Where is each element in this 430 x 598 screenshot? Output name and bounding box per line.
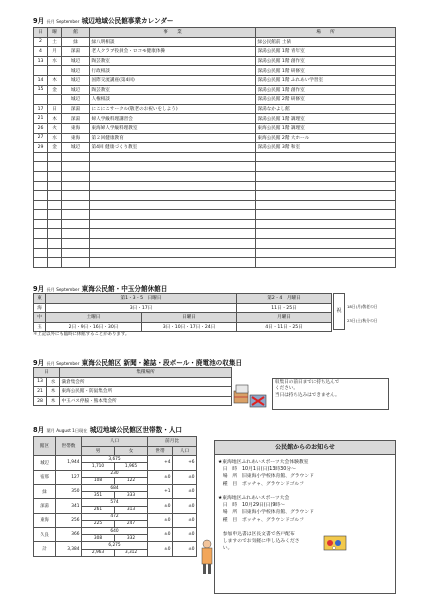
- calendar-cell: [34, 66, 48, 76]
- calendar-cell: 深湯: [62, 114, 90, 124]
- calendar-cell: 13: [34, 56, 48, 66]
- pop-diff-pop: ±0: [173, 499, 197, 513]
- garbage-header-day: 日: [34, 368, 60, 378]
- calendar-cell: 緑八明相談: [90, 37, 256, 47]
- calendar-cell: [48, 162, 62, 172]
- calendar-row: [34, 66, 396, 76]
- calendar-cell: [62, 200, 90, 210]
- calendar-row: [34, 85, 396, 95]
- info-line: 参加申込書は区長文書で各戸配布: [218, 531, 295, 537]
- closed-top-value-2: 11日・25日: [237, 303, 332, 313]
- calendar-cell: [48, 181, 62, 191]
- calendar-cell: [90, 248, 256, 258]
- calendar-cell: 東海婦人学級料理教室: [90, 123, 256, 133]
- calendar-cell: [48, 191, 62, 201]
- calendar-row: [34, 152, 396, 162]
- calendar-cell: [256, 191, 396, 201]
- calendar-cell: 深湯公民館 1階 調理室: [256, 114, 396, 124]
- garbage-cell: 満倉集会所: [60, 377, 232, 387]
- calendar-cell: [48, 66, 62, 76]
- calendar-cell: [90, 152, 256, 162]
- calendar-row: [34, 123, 396, 133]
- pop-header-population: 人口: [82, 437, 148, 447]
- pop-header-diff: 前月比: [148, 437, 197, 447]
- calendar-cell: 金: [48, 143, 62, 153]
- info-line: しますのでお気軽に申し込みくださ: [218, 539, 300, 545]
- calendar-cell: 木: [48, 75, 62, 85]
- calendar-cell: [34, 171, 48, 181]
- calendar-cell: 29: [34, 143, 48, 153]
- pop-area: 緑: [34, 484, 56, 498]
- garbage-cell: 中玉バス停脇・熊本集会所: [60, 396, 232, 406]
- calendar-cell: [62, 152, 90, 162]
- closed-title: 9月 長月 September 東海公民館・中玉分館休館日: [33, 285, 168, 293]
- calendar-cell: [48, 210, 62, 220]
- calendar-cell: [62, 248, 90, 258]
- calendar-cell: [48, 229, 62, 239]
- garbage-cell: 東海公民館・防鼠集会所: [60, 387, 232, 397]
- calendar-cell: 21: [34, 114, 48, 124]
- calendar-row: [34, 191, 396, 201]
- calendar-cell: 城辺: [62, 56, 90, 66]
- closed-row-label: 海: [34, 303, 46, 313]
- calendar-cell: 陶芸教室: [90, 56, 256, 66]
- garbage-row: [34, 396, 232, 406]
- pop-area: 深湯: [34, 499, 56, 513]
- calendar-row: [34, 248, 396, 258]
- calendar-cell: [90, 229, 256, 239]
- pop-total: 472: [82, 513, 148, 520]
- calendar-cell: [48, 258, 62, 268]
- calendar-row: [34, 200, 396, 210]
- calendar-row: [34, 47, 396, 57]
- calendar-cell: 深湯なかよし館: [256, 104, 396, 114]
- pop-area: 宿那: [34, 470, 56, 484]
- pop-male: 225: [82, 520, 115, 527]
- calendar-row: [34, 171, 396, 181]
- calendar-row: [34, 162, 396, 172]
- calendar-cell: [256, 171, 396, 181]
- calendar-row: [34, 219, 396, 229]
- calendar-cell: [62, 162, 90, 172]
- population-row: [34, 456, 197, 463]
- garbage-header-place: 集積場所: [60, 368, 232, 378]
- calendar-cell: 深湯公民館 2階 研修室: [256, 95, 396, 105]
- calendar-header-cell: 場 所: [256, 28, 396, 38]
- garbage-note-3: 当日は持ち込みはできません。: [275, 392, 340, 398]
- holiday-note-1: 18日(月)敬老の日: [347, 304, 378, 309]
- recycling-illustration: [232, 377, 270, 413]
- calendar-cell: [34, 162, 48, 172]
- calendar-cell: 深湯: [62, 47, 90, 57]
- pop-total: 230: [82, 470, 148, 477]
- calendar-cell: [34, 200, 48, 210]
- calendar-cell: 金: [48, 85, 62, 95]
- calendar-row: [34, 143, 396, 153]
- calendar-cell: 東海公民館 2階 大ホール: [256, 133, 396, 143]
- calendar-cell: [34, 181, 48, 191]
- pop-area: 計: [34, 542, 56, 556]
- calendar-row: [34, 258, 396, 268]
- info-line: い。: [218, 546, 233, 552]
- calendar-cell: 14: [34, 75, 48, 85]
- calendar-cell: [34, 210, 48, 220]
- pop-header-households: 世帯数: [56, 437, 82, 456]
- pop-female: 313: [115, 506, 148, 513]
- info-line: ★東海地区ふれあいスポーツ大会体験教室: [218, 460, 309, 465]
- calendar-cell: [62, 181, 90, 191]
- pop-male: 351: [82, 492, 115, 499]
- calendar-cell: 緑公民館前 土俵: [256, 37, 396, 47]
- garbage-cell: 21: [34, 387, 47, 397]
- holiday-box: 祝: [333, 293, 345, 330]
- pop-male: 261: [82, 506, 115, 513]
- calendar-cell: 深湯: [62, 104, 90, 114]
- calendar-cell: 城辺: [62, 143, 90, 153]
- closed-bot-header-1: 土曜日: [46, 313, 142, 323]
- pop-female: 122: [115, 477, 148, 484]
- garbage-cell: 木: [47, 396, 60, 406]
- info-line: 種 目 ボッチャ、グラウンドゴルフ: [218, 517, 305, 523]
- calendar-cell: [62, 239, 90, 249]
- pop-female: 1,965: [115, 463, 148, 470]
- pop-households: 256: [56, 513, 82, 527]
- closed-footnote: ＊上記以外にも臨時に休館することがあります。: [33, 332, 130, 337]
- calendar-row: [34, 210, 396, 220]
- pop-total: 684: [82, 484, 148, 491]
- calendar-cell: [256, 181, 396, 191]
- calendar-cell: 国際交流講座(第4回): [90, 75, 256, 85]
- calendar-cell: 陶芸教室: [90, 85, 256, 95]
- pop-area: 久良: [34, 528, 56, 542]
- boccia-illustration: [320, 532, 350, 556]
- closed-bot-header-3: 月曜日: [237, 313, 332, 323]
- calendar-cell: 17: [34, 104, 48, 114]
- calendar-cell: [256, 229, 396, 239]
- pop-female: 333: [115, 492, 148, 499]
- garbage-table: [33, 367, 232, 406]
- closed-top-header-1: 第1・3・5 日曜日: [46, 294, 237, 304]
- calendar-cell: 深湯公民館 3階 和室: [256, 143, 396, 153]
- calendar-cell: 人権相談: [90, 95, 256, 105]
- info-line: ★東海地区ふれあいスポーツ大会: [218, 495, 290, 501]
- calendar-cell: [48, 219, 62, 229]
- calendar-cell: [34, 248, 48, 258]
- pop-male: 2,963: [82, 549, 115, 556]
- garbage-cell: 28: [34, 396, 47, 406]
- calendar-cell: 婦人学級料理講習会: [90, 114, 256, 124]
- calendar-cell: [34, 258, 48, 268]
- calendar-cell: 日: [48, 104, 62, 114]
- pop-header-diff-house: 世帯: [148, 446, 173, 456]
- calendar-cell: [62, 191, 90, 201]
- calendar-cell: [256, 210, 396, 220]
- calendar-cell: 第２回健康教育: [90, 133, 256, 143]
- calendar-cell: [62, 219, 90, 229]
- calendar-cell: [34, 191, 48, 201]
- calendar-cell: [48, 171, 62, 181]
- calendar-cell: [90, 171, 256, 181]
- calendar-cell: 火: [48, 123, 62, 133]
- pop-header-female: 女: [115, 446, 148, 456]
- info-line: 場 所 旧東海小学校体育館、グラウンド: [218, 510, 314, 516]
- calendar-row: [34, 114, 396, 124]
- calendar-cell: 深湯公民館 1階 創作室: [256, 85, 396, 95]
- pop-households: 350: [56, 484, 82, 498]
- calendar-cell: [34, 239, 48, 249]
- pop-diff-house: ±0: [148, 470, 173, 484]
- pop-households: 127: [56, 470, 82, 484]
- calendar-cell: 東海: [62, 123, 90, 133]
- population-table: [33, 436, 197, 557]
- info-line: [218, 523, 393, 530]
- garbage-row: [34, 387, 232, 397]
- calendar-header-cell: 館: [62, 28, 90, 38]
- calendar-cell: [62, 171, 90, 181]
- calendar-cell: 城辺: [62, 66, 90, 76]
- info-heading: 公民館からのお知らせ: [215, 441, 395, 455]
- calendar-cell: [34, 229, 48, 239]
- calendar-cell: [62, 210, 90, 220]
- calendar-row: [34, 239, 396, 249]
- calendar-cell: 水: [48, 56, 62, 66]
- garbage-note-2: ください。: [275, 386, 298, 392]
- calendar-cell: 城辺: [62, 95, 90, 105]
- calendar-cell: [256, 239, 396, 249]
- info-line: 場 所 旧東海小学校体育館、グラウンド: [218, 474, 314, 480]
- calendar-cell: [90, 162, 256, 172]
- calendar-cell: 深湯公民館 1階 創作室: [256, 56, 396, 66]
- calendar-cell: 緑: [62, 37, 90, 47]
- calendar-cell: 26: [34, 123, 48, 133]
- pop-female: 3,312: [115, 549, 148, 556]
- population-row: [34, 499, 197, 506]
- garbage-row: [34, 377, 232, 387]
- pop-diff-house: +4: [148, 456, 173, 470]
- calendar-cell: [48, 239, 62, 249]
- calendar-cell: [256, 200, 396, 210]
- pop-diff-house: +1: [148, 484, 173, 498]
- garbage-note-box: [272, 378, 389, 410]
- calendar-cell: [34, 219, 48, 229]
- pop-area: 東海: [34, 513, 56, 527]
- closed-table: [33, 293, 332, 332]
- calendar-cell: 城辺: [62, 75, 90, 85]
- info-line: 日 時 10月29日(日)9時～: [218, 503, 285, 509]
- population-row: [34, 470, 197, 477]
- garbage-cell: 水: [47, 377, 60, 387]
- closed-top-header-2: 第2・4 月曜日: [237, 294, 332, 304]
- pop-header-male: 男: [82, 446, 115, 456]
- calendar-cell: 15: [34, 85, 48, 95]
- calendar-cell: 城辺: [62, 85, 90, 95]
- calendar-cell: [90, 200, 256, 210]
- calendar-cell: 4: [34, 47, 48, 57]
- pop-female: 332: [115, 535, 148, 542]
- pop-total: 640: [82, 528, 148, 535]
- pop-diff-pop: ±0: [173, 484, 197, 498]
- calendar-cell: [90, 210, 256, 220]
- calendar-cell: [90, 191, 256, 201]
- calendar-cell: 水: [48, 133, 62, 143]
- calendar-cell: [256, 248, 396, 258]
- population-row: [34, 513, 197, 520]
- pop-total: 3,675: [82, 456, 148, 463]
- calendar-cell: 27: [34, 133, 48, 143]
- calendar-cell: [48, 152, 62, 162]
- holiday-note-2: 23日(土)秋分の日: [347, 318, 378, 323]
- pop-header-diff-pop: 人口: [173, 446, 197, 456]
- pop-households: 366: [56, 528, 82, 542]
- pop-diff-pop: ±0: [173, 542, 197, 556]
- calendar-cell: [48, 95, 62, 105]
- pop-diff-pop: ±0: [173, 513, 197, 527]
- calendar-row: [34, 181, 396, 191]
- calendar-row: [34, 229, 396, 239]
- calendar-cell: 木: [48, 114, 62, 124]
- closed-row-label: 東: [34, 294, 46, 304]
- calendar-header-cell: 曜: [48, 28, 62, 38]
- garbage-note-1: 収集日の前日までに持ち込んで: [275, 380, 340, 385]
- pop-diff-house: ±0: [148, 542, 173, 556]
- calendar-cell: [256, 152, 396, 162]
- calendar-cell: [256, 219, 396, 229]
- calendar-cell: 東海: [62, 133, 90, 143]
- calendar-cell: [90, 239, 256, 249]
- calendar-cell: 月: [48, 47, 62, 57]
- calendar-cell: 老人クラブ役員会・ロコモ健康体操: [90, 47, 256, 57]
- closed-bot-value-2: 3日・10日・17日・24日: [142, 322, 237, 332]
- pop-male: 1,710: [82, 463, 115, 470]
- closed-bot-header-2: 日曜日: [142, 313, 237, 323]
- calendar-cell: [256, 162, 396, 172]
- pop-households: 3,384: [56, 542, 82, 556]
- calendar-row: [34, 104, 396, 114]
- info-line: 日 時 10月1日(日)13時30分～: [218, 467, 296, 473]
- calendar-cell: 深湯公民館 1階 青年室: [256, 47, 396, 57]
- calendar-header-cell: 事 業: [90, 28, 256, 38]
- calendar-cell: 行政相談: [90, 66, 256, 76]
- calendar-cell: 深湯公民館 1階 研修室: [256, 66, 396, 76]
- garbage-cell: 13: [34, 377, 47, 387]
- population-row: [34, 484, 197, 491]
- calendar-cell: にこにこサークル(敬老のお祝いをしよう): [90, 104, 256, 114]
- pop-households: 341: [56, 499, 82, 513]
- pop-male: 308: [82, 535, 115, 542]
- closed-bot-value-3: 4日・11日・25日: [237, 322, 332, 332]
- calendar-cell: 深湯公民館 1階 ふれあい学習室: [256, 75, 396, 85]
- pop-diff-house: ±0: [148, 513, 173, 527]
- pop-diff-pop: +6: [173, 456, 197, 470]
- calendar-cell: [90, 181, 256, 191]
- calendar-cell: [90, 258, 256, 268]
- pop-area: 城辺: [34, 456, 56, 470]
- calendar-cell: 東海公民館 1階 調理室: [256, 123, 396, 133]
- garbage-cell: 木: [47, 387, 60, 397]
- pop-total: 6,275: [82, 542, 148, 549]
- calendar-cell: 2: [34, 37, 48, 47]
- pop-diff-pop: ±0: [173, 528, 197, 542]
- calendar-title: 9月 長月 September 城辺地域公民館事業カレンダー: [33, 17, 174, 25]
- garbage-title: 9月 長月 September 東海公民館区 新聞・雑誌・段ボール・廃電池の収集日: [33, 359, 243, 367]
- closed-top-value-1: 3日・17日: [46, 303, 237, 313]
- pop-total: 574: [82, 499, 148, 506]
- calendar-cell: [34, 152, 48, 162]
- pop-diff-house: ±0: [148, 499, 173, 513]
- calendar-cell: [90, 219, 256, 229]
- calendar-cell: [62, 258, 90, 268]
- pop-diff-pop: ±0: [173, 470, 197, 484]
- calendar-cell: [256, 258, 396, 268]
- calendar-row: [34, 95, 396, 105]
- pop-male: 108: [82, 477, 115, 484]
- population-title: 8月 葉月 August 1日現在 城辺地域公民館区世帯数・人口: [33, 426, 183, 434]
- calendar-cell: [48, 248, 62, 258]
- calendar-cell: 土: [48, 37, 62, 47]
- calendar-cell: 第4回 健康づくり教室: [90, 143, 256, 153]
- info-line: 種 目 ボッチャ、グラウンドゴルフ: [218, 481, 305, 487]
- calendar-table: [33, 27, 396, 268]
- population-row: [34, 542, 197, 549]
- pop-diff-house: ±0: [148, 528, 173, 542]
- calendar-cell: [34, 95, 48, 105]
- closed-row-label: 中: [34, 313, 46, 323]
- pop-female: 247: [115, 520, 148, 527]
- closed-bot-value-1: 2日・9日・16日・30日: [46, 322, 142, 332]
- pop-households: 1,944: [56, 456, 82, 470]
- residents-illustration: [199, 538, 215, 578]
- calendar-row: [34, 37, 396, 47]
- calendar-row: [34, 56, 396, 66]
- population-row: [34, 528, 197, 535]
- calendar-cell: [62, 229, 90, 239]
- info-line: [218, 487, 393, 494]
- calendar-row: [34, 133, 396, 143]
- calendar-header-cell: 日: [34, 28, 48, 38]
- calendar-cell: [48, 200, 62, 210]
- calendar-row: [34, 75, 396, 85]
- pop-header-area: 館区: [34, 437, 56, 456]
- info-box: [214, 440, 396, 594]
- closed-row-label: 玉: [34, 322, 46, 332]
